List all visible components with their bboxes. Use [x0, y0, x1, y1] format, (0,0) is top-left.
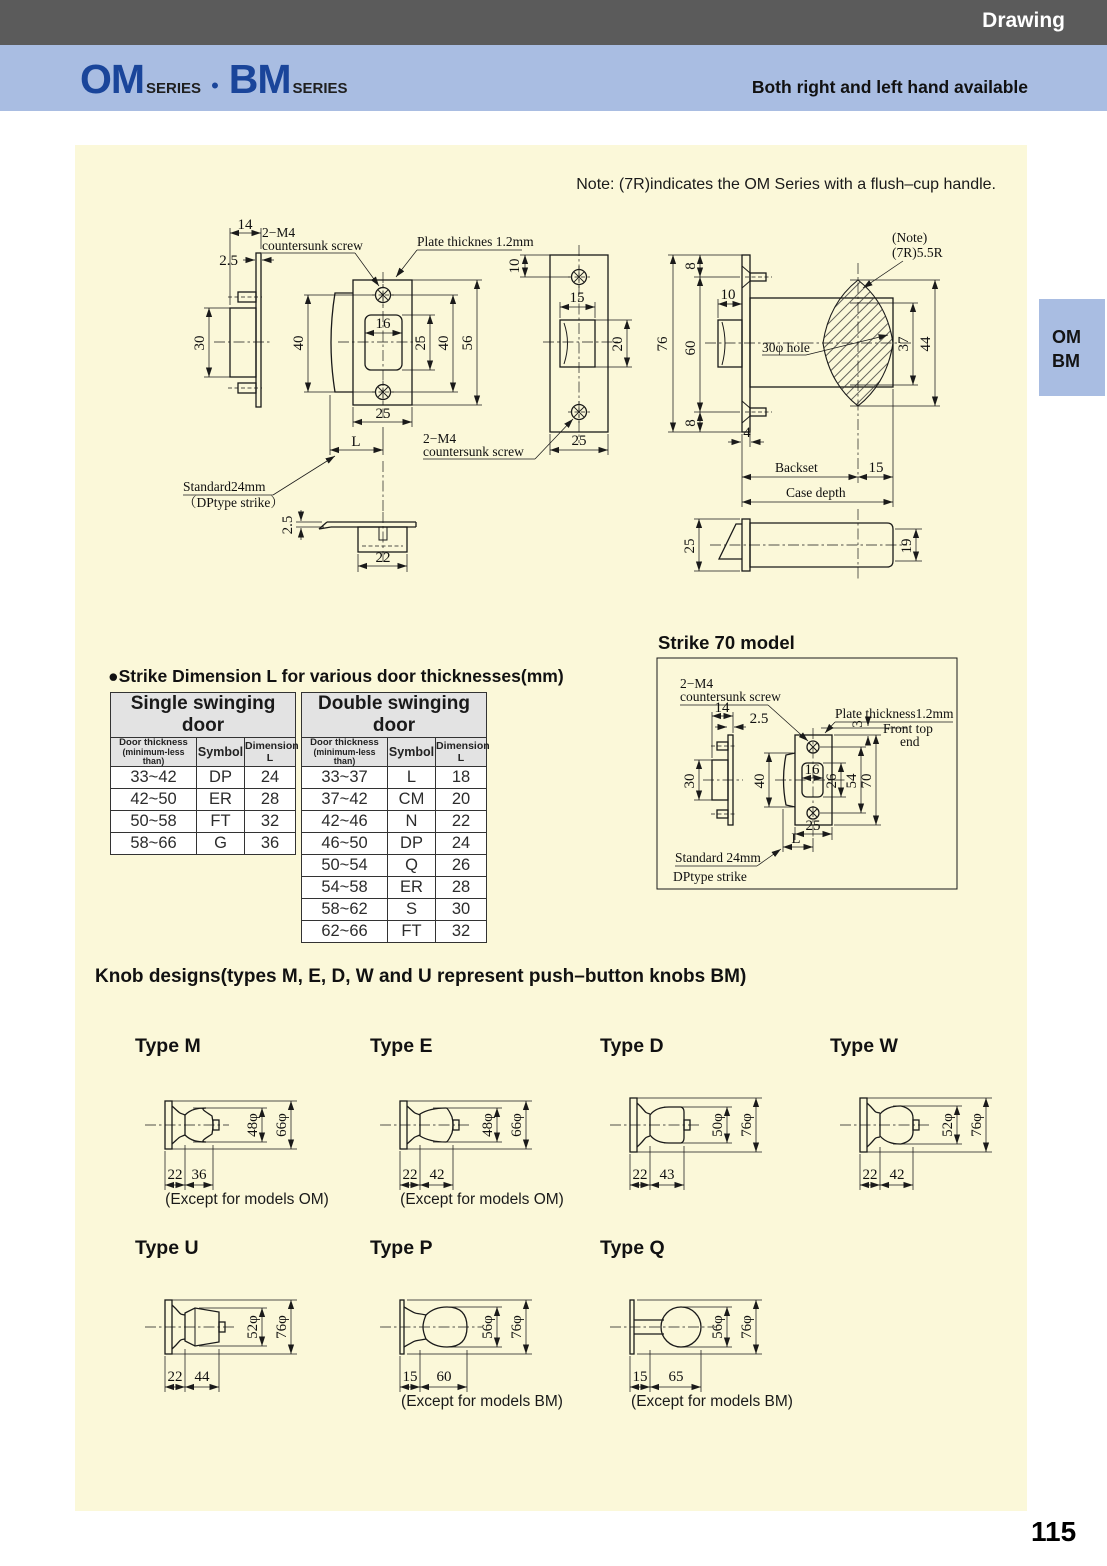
knob-drawing	[125, 1267, 360, 1399]
dimension-label: 56φ	[480, 1315, 496, 1339]
series-om-sub: SERIES	[146, 80, 202, 97]
col-header-dimension: Dimension L	[436, 738, 487, 767]
dimension-label: 70	[859, 773, 875, 789]
dimension-label: 25	[375, 406, 391, 422]
dimension-label: 52φ	[245, 1315, 261, 1339]
table-row	[111, 833, 296, 855]
screw-label: countersunk screw	[680, 689, 781, 704]
table-cell: 42~46	[302, 811, 388, 833]
knob-card-e	[360, 1035, 605, 1240]
dimension-label: 56	[460, 335, 476, 351]
page-number: 115	[1031, 1516, 1077, 1547]
knob-drawing	[820, 1065, 1055, 1197]
standard-strike-label: Standard24mm	[183, 479, 266, 494]
dimension-label: 66φ	[274, 1113, 290, 1137]
table-cell: 62~66	[302, 921, 388, 943]
table-cell: S	[388, 899, 436, 921]
table-cell: 30	[436, 899, 487, 921]
faceplate-front-view	[423, 245, 632, 459]
knob-card-d	[590, 1035, 835, 1240]
table-cell: G	[197, 833, 245, 855]
dimension-label: 76φ	[969, 1113, 985, 1137]
backset-label: Backset	[775, 460, 818, 475]
dimension-label: 22	[862, 1167, 878, 1183]
table-row	[111, 811, 296, 833]
front-top-end-label: end	[900, 734, 920, 749]
lockcase-side-view	[655, 230, 943, 507]
table-cell: 50~54	[302, 855, 388, 877]
series-bm: BM	[228, 56, 291, 102]
knob-type-title: Type W	[830, 1035, 898, 1057]
dimension-label: 44	[194, 1369, 210, 1385]
dimension-label: 22	[167, 1369, 183, 1385]
dimension-label: 20	[610, 336, 626, 352]
dimension-label: 60	[683, 340, 699, 356]
table-title-single: Single swinging door	[111, 693, 296, 738]
dptype-strike-label: DPtype strike	[673, 869, 747, 884]
standard-strike-label: （DPtype strike）	[183, 495, 284, 510]
standard-strike-label: Standard 24mm	[675, 850, 761, 865]
col-header-symbol: Symbol	[388, 738, 436, 767]
dimension-label: 22	[632, 1167, 648, 1183]
single-door-table	[110, 692, 299, 855]
col-header-dimension: Dimension L	[245, 738, 296, 767]
table-row	[302, 855, 487, 877]
table-cell: ER	[197, 789, 245, 811]
table-cell: L	[388, 767, 436, 789]
knob-card-u	[125, 1237, 370, 1442]
knob-drawing	[360, 1065, 595, 1197]
dimension-label: 14	[714, 700, 730, 716]
dimension-label: 76φ	[739, 1315, 755, 1339]
strike70-drawing	[655, 630, 965, 895]
front-top-end-label: Front top	[883, 721, 933, 736]
series-title-band	[0, 45, 1107, 111]
table-cell: 58~66	[111, 833, 197, 855]
dimension-label: 76φ	[739, 1113, 755, 1137]
latchbolt-side-view	[682, 509, 922, 581]
plate-thickness-label: Plate thickness1.2mm	[835, 706, 954, 721]
table-cell: CM	[388, 789, 436, 811]
table-cell: FT	[388, 921, 436, 943]
dimension-label: 8	[683, 419, 699, 427]
dimension-label: 66φ	[509, 1113, 525, 1137]
table-cell: 24	[436, 833, 487, 855]
dimension-label: 76	[655, 336, 671, 352]
top-header-bar	[0, 0, 1107, 45]
dimension-label: 30	[192, 335, 208, 351]
dimension-label: 76φ	[274, 1315, 290, 1339]
screw-label: 2−M4	[680, 676, 714, 691]
table-cell: ER	[388, 877, 436, 899]
dimension-label: 8	[683, 262, 699, 270]
table-cell: 33~37	[302, 767, 388, 789]
dimension-label: 40	[436, 335, 452, 351]
knob-drawing	[590, 1267, 825, 1399]
double-door-table	[301, 692, 490, 943]
dimension-label: 30	[682, 773, 698, 789]
flushcup-note: Note: (7R)indicates the OM Series with a flush–cup handle.	[576, 176, 996, 193]
screw-label: 2−M4	[262, 225, 296, 240]
dimension-label: 54	[844, 773, 860, 789]
table-title-double: Double swinging door	[302, 693, 487, 738]
col-header-door-thickness: Door thickness (minimum-less than)	[111, 738, 197, 767]
dimension-label: 22	[167, 1167, 183, 1183]
dimension-label: 10	[507, 258, 523, 274]
table-row	[302, 921, 487, 943]
bullet-separator: •	[211, 73, 219, 98]
dimension-label: L	[791, 831, 801, 847]
knob-note: (Except for models BM)	[401, 1393, 563, 1410]
dimension-label: 42	[429, 1167, 445, 1183]
strike-section-view	[280, 510, 416, 572]
dimension-label: 25	[413, 335, 429, 351]
table-row	[111, 789, 296, 811]
table-cell: 42~50	[111, 789, 197, 811]
knob-note: (Except for models OM)	[400, 1191, 564, 1208]
dimension-label: 14	[237, 217, 253, 233]
knob-type-title: Type U	[135, 1237, 199, 1259]
dimension-label: 60	[436, 1369, 452, 1385]
table-cell: 26	[436, 855, 487, 877]
knob-designs-title: Knob designs(types M, E, D, W and U represent push–button knobs BM)	[95, 966, 747, 987]
table-cell: DP	[388, 833, 436, 855]
dimension-label: 25	[805, 818, 821, 834]
table-cell: Q	[388, 855, 436, 877]
note-label: (7R)5.5R	[892, 245, 943, 260]
dimension-label: 25	[571, 433, 587, 449]
dimension-label: 48φ	[480, 1113, 496, 1137]
strike-table-title: ●Strike Dimension L for various door thicknesses(mm)	[108, 666, 564, 686]
dimension-label: 42	[889, 1167, 905, 1183]
table-cell: 28	[245, 789, 296, 811]
series-title	[80, 56, 348, 103]
table-cell: FT	[197, 811, 245, 833]
knob-card-p	[360, 1237, 605, 1442]
knob-card-w	[820, 1035, 1065, 1240]
table-cell: 46~50	[302, 833, 388, 855]
side-tab-om: OM	[1052, 327, 1081, 347]
knob-drawing	[590, 1065, 825, 1197]
table-cell: 18	[436, 767, 487, 789]
dimension-label: L	[351, 434, 361, 450]
dimension-label: 4	[743, 425, 751, 441]
table-cell: 32	[436, 921, 487, 943]
series-om: OM	[80, 56, 145, 102]
note-label: (Note)	[892, 230, 928, 245]
knob-card-m	[125, 1035, 370, 1240]
dimension-label: 2.5	[280, 515, 296, 535]
table-cell: 22	[436, 811, 487, 833]
knob-type-title: Type E	[370, 1035, 433, 1057]
table-cell: 58~62	[302, 899, 388, 921]
table-cell: 24	[245, 767, 296, 789]
table-row	[302, 811, 487, 833]
dimension-label: 15	[569, 290, 585, 306]
table-row	[302, 877, 487, 899]
table-cell: 36	[245, 833, 296, 855]
dimension-label: 40	[291, 335, 307, 351]
latch-technical-drawing	[150, 215, 1010, 615]
page-section-label: Drawing	[982, 9, 1065, 32]
plate-thickness-label: Plate thicknes 1.2mm	[417, 234, 534, 249]
dimension-label: 2.5	[219, 253, 238, 269]
dimension-label: 15	[868, 460, 884, 476]
dimension-label: 56φ	[710, 1315, 726, 1339]
table-cell: 37~42	[302, 789, 388, 811]
table-row	[111, 767, 296, 789]
dimension-label: 22	[402, 1167, 418, 1183]
dimension-label: 22	[375, 550, 391, 566]
table-cell: N	[388, 811, 436, 833]
dimension-label: 76φ	[509, 1315, 525, 1339]
table-cell: 28	[436, 877, 487, 899]
table-cell: 33~42	[111, 767, 197, 789]
knob-drawing	[360, 1267, 595, 1399]
dimension-label: 25	[682, 538, 698, 554]
screw-label: countersunk screw	[262, 238, 363, 253]
knob-type-title: Type M	[135, 1035, 201, 1057]
dimension-label: 10	[720, 287, 736, 303]
col-header-door-thickness: Door thickness (minimum-less than)	[302, 738, 388, 767]
screw-label: countersunk screw	[423, 444, 524, 459]
knob-note: (Except for models OM)	[165, 1191, 329, 1208]
dimension-label: 37	[896, 336, 912, 352]
case-depth-label: Case depth	[786, 485, 846, 500]
table-cell: 20	[436, 789, 487, 811]
dimension-label: 50φ	[710, 1113, 726, 1137]
strike70-side-view	[682, 700, 768, 825]
dimension-label: 16	[804, 762, 820, 778]
table-cell: 32	[245, 811, 296, 833]
handing-note: Both right and left hand available	[751, 77, 1028, 97]
knob-card-q	[590, 1237, 835, 1442]
dimension-label: 15	[402, 1369, 418, 1385]
series-bm-sub: SERIES	[292, 80, 348, 97]
knob-type-title: Type Q	[600, 1237, 665, 1259]
dimension-label: 15	[632, 1369, 648, 1385]
dimension-label: 26	[824, 773, 840, 789]
col-header-symbol: Symbol	[197, 738, 245, 767]
table-row	[302, 899, 487, 921]
dimension-label: 43	[659, 1167, 675, 1183]
dimension-label: 44	[918, 336, 934, 352]
dimension-label: 16	[375, 316, 391, 332]
dimension-label: 52φ	[940, 1113, 956, 1137]
dimension-label: 48φ	[245, 1113, 261, 1137]
dimension-label: 40	[752, 773, 768, 789]
knob-note: (Except for models BM)	[631, 1393, 793, 1410]
side-tab-bm: BM	[1052, 351, 1080, 371]
knob-type-title: Type D	[600, 1035, 664, 1057]
table-cell: DP	[197, 767, 245, 789]
side-index-tab	[1039, 299, 1105, 396]
dimension-label: 3	[850, 720, 866, 728]
dimension-label: 65	[668, 1369, 684, 1385]
dimension-label: 36	[191, 1167, 207, 1183]
knob-drawing	[125, 1065, 360, 1197]
hole-label: 30φ hole	[762, 340, 810, 355]
table-row	[302, 833, 487, 855]
knob-type-title: Type P	[370, 1237, 433, 1259]
strike70-title: Strike 70 model	[658, 632, 795, 653]
table-row	[302, 767, 487, 789]
table-cell: 50~58	[111, 811, 197, 833]
table-row	[302, 789, 487, 811]
dimension-label: 19	[899, 538, 915, 554]
table-cell: 54~58	[302, 877, 388, 899]
dimension-label: 2.5	[749, 711, 769, 727]
screw-label: 2−M4	[423, 431, 457, 446]
